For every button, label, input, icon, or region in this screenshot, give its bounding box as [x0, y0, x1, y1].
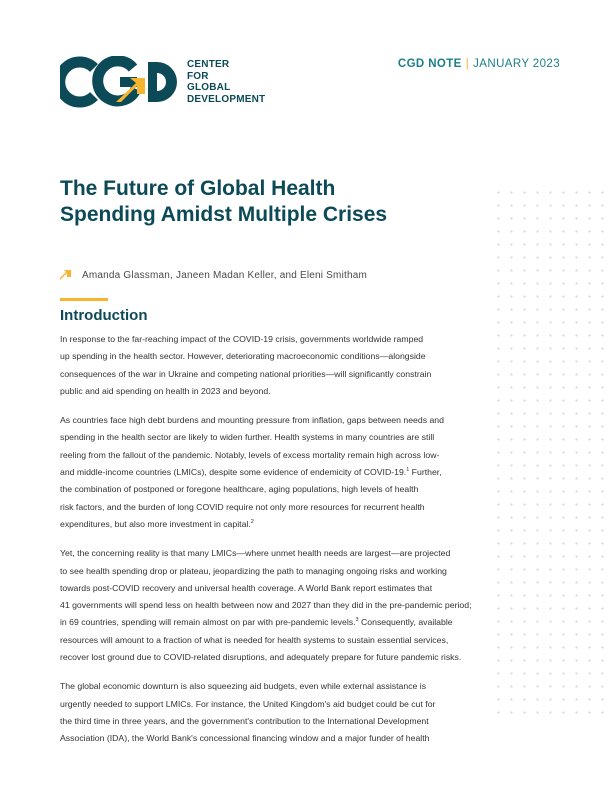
note-label: CGD NOTE: [397, 58, 462, 70]
org-line: GLOBAL: [187, 82, 231, 93]
line-text: up spending in the health sector. However, deteriorating macroeconomic conditions—alongside: [60, 351, 426, 362]
paragraph: [60, 331, 492, 400]
text-line: [60, 614, 492, 631]
text-line: [60, 678, 492, 695]
text-line: [60, 499, 492, 516]
text-line: [60, 481, 492, 498]
line-text: expenditures, but also more investment in capital.: [60, 518, 251, 529]
footnote-reference[interactable]: 1: [406, 467, 410, 474]
author-byline: [60, 268, 367, 282]
line-text: the combination of postponed or foregone healthcare, aging populations, high levels of health: [60, 484, 419, 495]
text-line: [60, 516, 492, 533]
org-line: CENTER: [187, 59, 230, 70]
line-text: The global economic downturn is also squeezing aid budgets, even while external assistance is: [60, 681, 427, 692]
text-line: [60, 563, 492, 580]
text-line: [60, 348, 492, 365]
line-text: resources will amount to a fraction of what is needed for health systems to sustain essential services,: [60, 634, 449, 645]
section-divider: [60, 298, 108, 301]
org-line: DEVELOPMENT: [187, 93, 266, 105]
line-text-continued: Consequently, available: [358, 617, 453, 628]
line-text: risk factors, and the burden of long COVID require not only more resources for recurrent health: [60, 501, 425, 512]
line-text: spending in the health sector are likely to widen further. Health systems in many countries are still: [60, 432, 435, 443]
line-text: recover lost ground due to COVID-related disruptions, and adequately prepare for future pandemic risks.: [60, 652, 462, 663]
line-text: in 69 countries, spending will remain almost on par with pre-pandemic levels.: [60, 617, 356, 628]
text-line: [60, 331, 492, 348]
text-line: [60, 580, 492, 597]
title-line: Spending Amidst Multiple Crises: [60, 203, 388, 226]
paragraph: [60, 545, 492, 666]
text-line: [60, 597, 492, 614]
author-names: Amanda Glassman, Janeen Madan Keller, and Eleni Smitham: [82, 269, 368, 281]
body-text: [60, 331, 492, 760]
text-line: [60, 632, 492, 649]
line-text: public and aid spending on health in 2023 and beyond.: [60, 385, 271, 396]
text-line: [60, 730, 492, 747]
note-separator: |: [465, 58, 470, 70]
line-text: to see health spending drop or plateau, jeopardizing the path to managing ongoing risks and working: [60, 565, 447, 576]
text-line: [60, 366, 492, 383]
author-arrow-icon: [60, 270, 72, 280]
paragraph: [60, 412, 492, 533]
cgd-logo[interactable]: [60, 56, 270, 112]
title-line: The Future of Global Health: [60, 177, 336, 200]
footnote-reference[interactable]: 3: [355, 617, 359, 624]
text-line: [60, 713, 492, 730]
text-line: [60, 545, 492, 562]
line-text-continued: Further,: [409, 467, 442, 478]
line-text: Association (IDA), the World Bank's concessional financing window and a major funder of health: [60, 733, 430, 744]
line-text: As countries face high debt burdens and mounting pressure from inflation, gaps between needs and: [60, 415, 444, 426]
paragraph: [60, 678, 492, 747]
text-line: [60, 383, 492, 400]
org-line: FOR: [187, 70, 209, 82]
line-text: Yet, the concerning reality is that many LMICs—where unmet health needs are largest—are projected: [60, 548, 451, 559]
text-line: [60, 649, 492, 666]
line-text: In response to the far-reaching impact of the COVID-19 crisis, governments worldwide ramped: [60, 334, 424, 344]
text-line: [60, 447, 492, 464]
footnote-reference[interactable]: 2: [250, 519, 254, 526]
line-text: the third time in three years, and the government's contribution to the International Development: [60, 715, 429, 726]
line-text: 41 governments will spend less on health between now and 2027 than they did in the pre-pandemic period;: [60, 600, 472, 611]
page-title: [60, 176, 387, 228]
line-text: and middle-income countries (LMICs), despite some evidence of endemicity of COVID-19.: [60, 467, 407, 478]
text-line: [60, 696, 492, 713]
line-text: urgently needed to support LMICs. For instance, the United Kingdom's aid budget could be cut for: [60, 698, 436, 709]
line-text: towards post-COVID recovery and universal health coverage. A World Bank report estimates that: [60, 582, 433, 593]
note-header: [398, 58, 560, 70]
text-line: [60, 464, 492, 481]
text-line: [60, 429, 492, 446]
text-line: [60, 412, 492, 429]
line-text: reeling from the fallout of the pandemic. Notably, levels of excess mortality remain high across low-: [60, 449, 440, 460]
decorative-dot-grid: [492, 186, 612, 718]
note-date: JANUARY 2023: [473, 58, 560, 70]
cgd-logo-mark: [60, 56, 178, 108]
section-heading: Introduction: [60, 307, 148, 324]
line-text: consequences of the war in Ukraine and competing national priorities—will significantly constrain: [60, 368, 432, 379]
organization-name: [187, 59, 265, 105]
